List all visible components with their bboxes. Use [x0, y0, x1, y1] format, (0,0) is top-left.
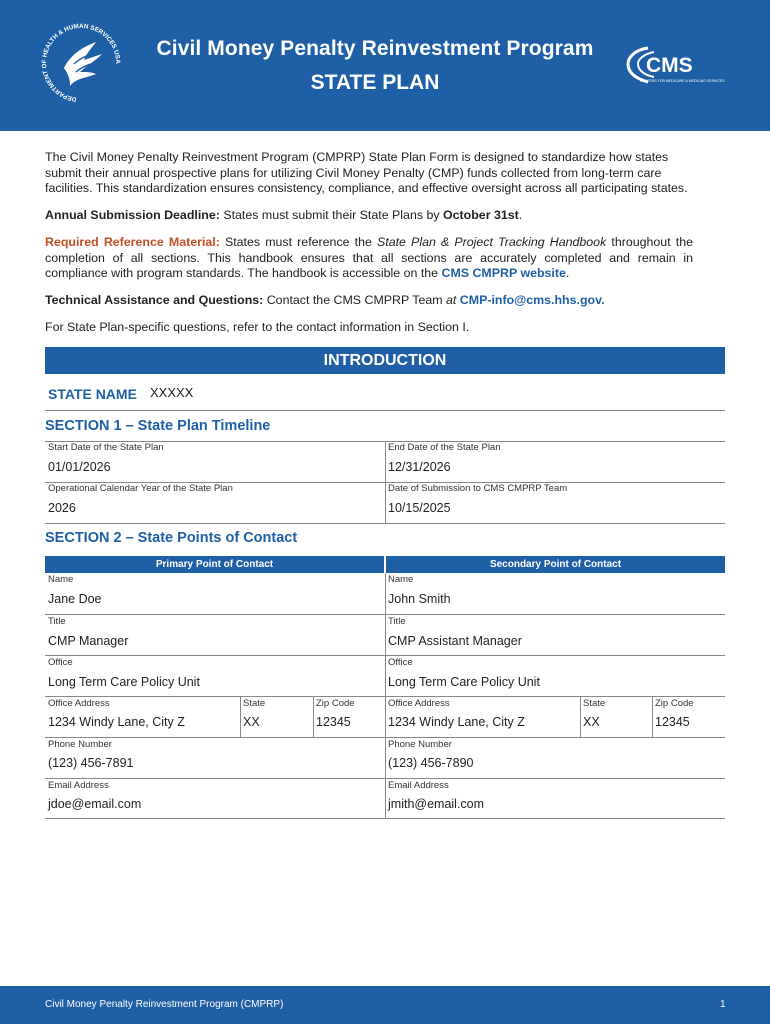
- intro-text: The Civil Money Penalty Reinvestment Program (CMPRP) State Plan Form is designed to standardize how states submit their annual prospective plans for utilizing Civil Money Penalty (CMP) funds collected from long-term care facilities. This standardization ensures consistency, compliance, and effective oversight across all participating states.: [45, 150, 688, 196]
- section2-title: SECTION 2 – State Points of Contact: [45, 530, 298, 546]
- secondary-title-field[interactable]: CMP Assistant Manager: [388, 634, 522, 648]
- secondary-office-label: Office: [388, 657, 413, 668]
- secondary-zip-label: Zip Code: [655, 698, 694, 709]
- secondary-title-label: Title: [388, 616, 406, 627]
- end-date-label: End Date of the State Plan: [388, 442, 501, 453]
- secondary-state-label: State: [583, 698, 606, 709]
- section1-title: SECTION 1 – State Plan Timeline: [45, 418, 271, 434]
- primary-address-label: Office Address: [48, 698, 110, 709]
- divider: [45, 410, 725, 411]
- primary-email-field[interactable]: jdoe@email.com: [48, 797, 142, 811]
- start-date-field[interactable]: 01/01/2026: [48, 460, 111, 474]
- cms-logo-text: CMS: [646, 54, 693, 77]
- secondary-zip-field[interactable]: 12345: [655, 715, 690, 729]
- primary-office-field[interactable]: Long Term Care Policy Unit: [48, 675, 200, 689]
- deadline-paragraph: Annual Submission Deadline: States must submit their State Plans by October 31st.: [45, 208, 523, 222]
- cms-cmprp-website-link[interactable]: CMS CMPRP website: [441, 266, 566, 281]
- secondary-address-label: Office Address: [388, 698, 450, 709]
- secondary-email-field[interactable]: jmith@email.com: [388, 797, 485, 811]
- page-subtitle: STATE PLAN: [310, 71, 440, 94]
- secondary-address-field[interactable]: 1234 Windy Lane, City Z: [388, 715, 525, 729]
- primary-contact-heading: Primary Point of Contact: [45, 556, 384, 573]
- secondary-contact-heading: Secondary Point of Contact: [386, 556, 725, 573]
- calendar-year-field[interactable]: 2026: [48, 501, 76, 515]
- cms-logo-icon: [626, 46, 726, 86]
- seal-text: DEPARTMENT OF HEALTH & HUMAN SERVICES USA: [40, 22, 122, 103]
- deadline-label: Annual Submission Deadline:: [45, 208, 220, 222]
- secondary-state-field[interactable]: XX: [583, 715, 600, 729]
- start-date-label: Start Date of the State Plan: [48, 442, 164, 453]
- primary-zip-field[interactable]: 12345: [316, 715, 351, 729]
- primary-name-field[interactable]: Jane Doe: [48, 592, 102, 606]
- primary-address-field[interactable]: 1234 Windy Lane, City Z: [48, 715, 185, 729]
- secondary-office-field[interactable]: Long Term Care Policy Unit: [388, 675, 540, 689]
- page-number: 1: [720, 999, 726, 1010]
- state-questions-paragraph: For State Plan-specific questions, refer to the contact information in Section I.: [45, 320, 470, 334]
- end-date-field[interactable]: 12/31/2026: [388, 460, 451, 474]
- primary-zip-label: Zip Code: [316, 698, 355, 709]
- cmp-info-email-link[interactable]: CMP-info@cms.hhs.gov.: [459, 293, 605, 307]
- submission-date-label: Date of Submission to CMS CMPRP Team: [388, 483, 568, 494]
- cms-logo-subtext: CENTERS FOR MEDICARE & MEDICAID SERVICES: [640, 79, 725, 83]
- reference-label: Required Reference Material:: [45, 235, 220, 249]
- primary-name-label: Name: [48, 574, 74, 585]
- page-title: Civil Money Penalty Reinvestment Program: [156, 37, 594, 60]
- handbook-title: State Plan & Project Tracking Handbook: [377, 235, 607, 249]
- secondary-phone-label: Phone Number: [388, 739, 452, 750]
- reference-paragraph: Required Reference Material: States must reference the State Plan & Project Tracking Handbook throughout the completion of all sections. This handbook ensures that all sections are accurately completed and remain in compliance with program standards. The handbook is accessible on the CMS CMPRP website.: [45, 235, 693, 281]
- primary-state-field[interactable]: XX: [243, 715, 260, 729]
- secondary-phone-field[interactable]: (123) 456-7890: [388, 756, 474, 770]
- secondary-name-field[interactable]: John Smith: [388, 592, 451, 606]
- header-banner: [0, 0, 770, 131]
- primary-state-label: State: [243, 698, 266, 709]
- hhs-seal-icon: [40, 16, 122, 106]
- primary-phone-field[interactable]: (123) 456-7891: [48, 756, 134, 770]
- state-name-label: STATE NAME: [48, 386, 137, 402]
- intro-paragraph: [45, 150, 693, 197]
- footer-program-name: Civil Money Penalty Reinvestment Program (CMPRP): [45, 999, 284, 1010]
- primary-office-label: Office: [48, 657, 73, 668]
- assistance-paragraph: Technical Assistance and Questions: Contact the CMS CMPRP Team at CMP-info@cms.hhs.gov.: [45, 293, 605, 307]
- assistance-label: Technical Assistance and Questions:: [45, 293, 264, 307]
- secondary-name-label: Name: [388, 574, 414, 585]
- introduction-banner: INTRODUCTION: [45, 347, 725, 374]
- deadline-text: States must submit their State Plans by: [219, 208, 444, 222]
- primary-phone-label: Phone Number: [48, 739, 112, 750]
- secondary-email-label: Email Address: [388, 780, 449, 791]
- primary-title-label: Title: [48, 616, 66, 627]
- primary-email-label: Email Address: [48, 780, 109, 791]
- submission-date-field[interactable]: 10/15/2025: [388, 501, 451, 515]
- calendar-year-label: Operational Calendar Year of the State Plan: [48, 483, 233, 494]
- state-name-field[interactable]: XXXXX: [150, 385, 194, 400]
- primary-title-field[interactable]: CMP Manager: [48, 634, 129, 648]
- deadline-date: October 31st: [443, 208, 519, 222]
